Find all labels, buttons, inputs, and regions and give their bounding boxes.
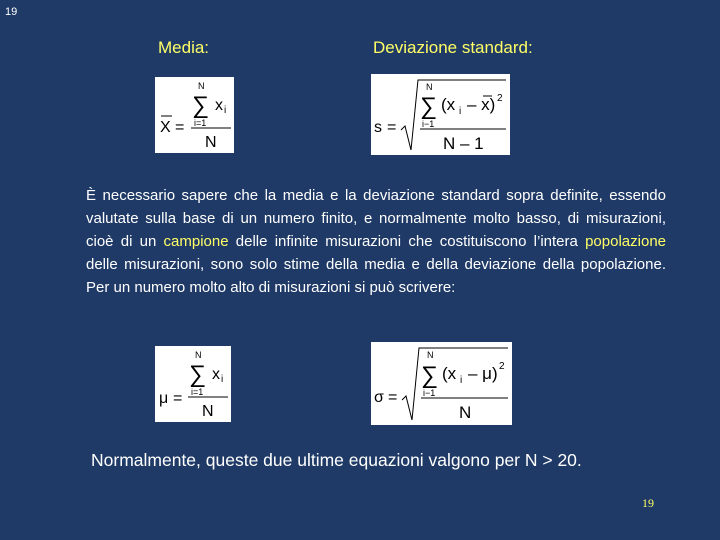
formula-lower-limit: i=1 <box>194 118 207 128</box>
formula-minus: – μ) <box>468 364 498 383</box>
formula-upper-limit: N <box>195 350 202 360</box>
paragraph-text-2: delle infinite misurazioni che costituiscono l’intera <box>228 233 586 250</box>
bottom-note: Normalmente, queste due ultime equazioni valgono per N > 20. <box>91 450 582 470</box>
formula-subscript: i <box>224 105 227 116</box>
population-std-formula <box>371 342 512 425</box>
formula-lower-limit: i−1 <box>422 119 435 129</box>
formula-subscript: i <box>459 106 462 117</box>
formula-exponent: 2 <box>497 93 503 104</box>
explanation-paragraph <box>86 184 666 299</box>
population-mean-formula <box>155 346 231 422</box>
formula-equals: = <box>387 119 397 136</box>
paragraph-text-1: È necessario sapere che la media e la deviazione standard sopra definite, essendo valutate sulla base di un numero finito, e normalmente molto basso, di misurazioni, cioè di un <box>86 187 666 250</box>
formula-exponent: 2 <box>499 361 505 372</box>
sample-std-formula <box>371 74 510 155</box>
formula-term: (x <box>442 364 457 383</box>
formula-minus: – x) <box>467 95 496 114</box>
formula-denominator: N <box>459 403 472 422</box>
summation-symbol: ∑ <box>192 92 210 119</box>
highlight-campione: campione <box>163 233 229 250</box>
formula-lhs: X <box>160 119 171 136</box>
formula-equals: = <box>173 390 183 407</box>
sample-mean-formula <box>155 77 234 153</box>
mean-label: Media: <box>158 38 210 57</box>
std-deviation-label: Deviazione standard: <box>373 38 533 57</box>
slide-number-top: 19 <box>5 6 18 18</box>
slide-number-bottom: 19 <box>642 496 654 510</box>
summation-symbol: ∑ <box>420 93 438 120</box>
formula-subscript: i <box>221 374 224 385</box>
formula-lhs: σ <box>374 389 384 406</box>
formula-upper-limit: N <box>198 81 205 91</box>
formula-lower-limit: i−1 <box>423 388 436 398</box>
formula-denominator: N <box>202 403 214 420</box>
paragraph-text-3: delle misurazioni, sono solo stime della media e della deviazione della popolazione. Per un numero molto alto di misurazioni si può scrivere: <box>86 256 666 296</box>
formula-term: x <box>215 97 223 114</box>
formula-upper-limit: N <box>426 82 433 92</box>
formula-equals: = <box>388 389 398 406</box>
formula-term: (x <box>441 95 456 114</box>
formula-lhs: s <box>374 119 382 136</box>
formula-denominator: N – 1 <box>443 134 484 153</box>
formula-equals: = <box>175 119 185 136</box>
summation-symbol: ∑ <box>421 362 439 389</box>
formula-lhs: μ <box>159 390 169 407</box>
formula-lower-limit: i=1 <box>191 387 204 397</box>
formula-denominator: N <box>205 134 217 151</box>
formula-term: x <box>212 366 220 383</box>
summation-symbol: ∑ <box>189 361 207 388</box>
formula-upper-limit: N <box>427 350 434 360</box>
highlight-popolazione: popolazione <box>585 233 666 250</box>
formula-subscript: i <box>460 375 463 386</box>
